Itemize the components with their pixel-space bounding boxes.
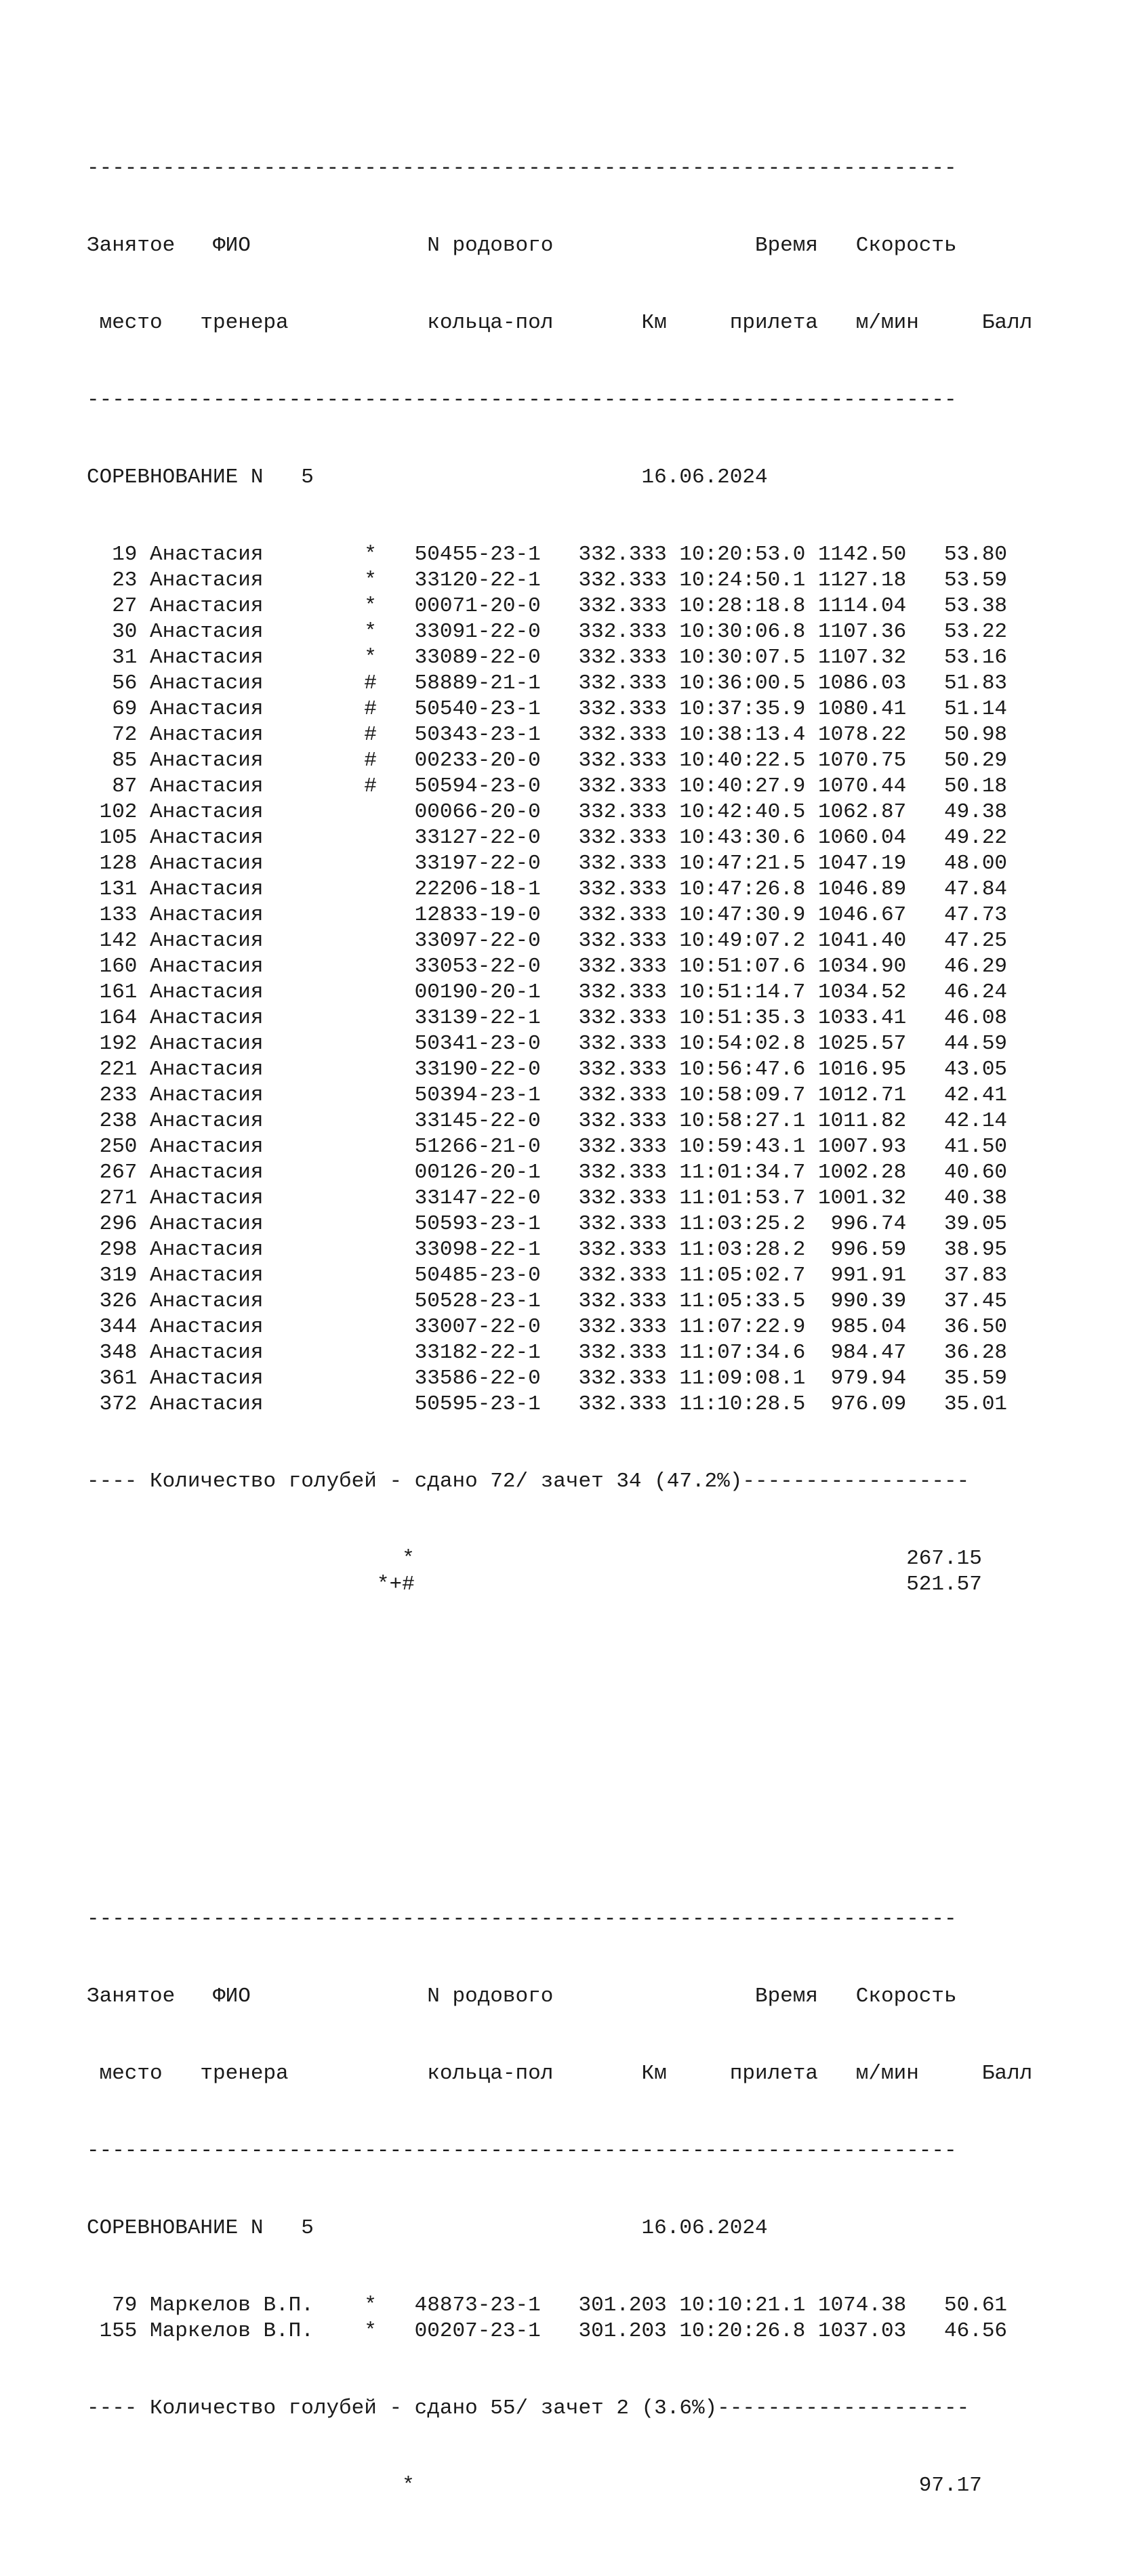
result-row: 131 Анастасия 22206-18-1 332.333 10:47:26.8 1046.89 47.84 [87,877,1008,901]
separator-line: --------------------------------------------------------------------- [87,2139,957,2163]
result-row: 233 Анастасия 50394-23-1 332.333 10:58:09.7 1012.71 42.41 [87,1083,1008,1107]
result-row: 326 Анастасия 50528-23-1 332.333 11:05:33.5 990.39 37.45 [87,1289,1008,1313]
summary-line: ---- Количество голубей - сдано 55/ зачет 2 (3.6%)-------------------- [87,2396,970,2420]
column-header-line-1: Занятое ФИО N родового Время Скорость [87,1985,1033,2008]
results-block-2 [87,1855,1032,2550]
total-row: * 267.15 [87,1547,982,1571]
result-row: 160 Анастасия 33053-22-0 332.333 10:51:07.6 1034.90 46.29 [87,955,1008,978]
result-row: 319 Анастасия 50485-23-0 332.333 11:05:02.7 991.91 37.83 [87,1264,1008,1287]
result-row: 31 Анастасия * 33089-22-0 332.333 10:30:07.5 1107.32 53.16 [87,646,1008,669]
result-row: 23 Анастасия * 33120-22-1 332.333 10:24:50.1 1127.18 53.59 [87,568,1008,592]
totals-rows [87,1546,1032,1598]
result-row: 128 Анастасия 33197-22-0 332.333 10:47:21.5 1047.19 48.00 [87,852,1008,875]
competition-title: СОРЕВНОВАНИЕ N 5 16.06.2024 [87,465,768,489]
result-row: 192 Анастасия 50341-23-0 332.333 10:54:02.8 1025.57 44.59 [87,1032,1008,1056]
result-row: 69 Анастасия # 50540-23-1 332.333 10:37:35.9 1080.41 51.14 [87,697,1008,721]
summary-line: ---- Количество голубей - сдано 72/ зачет 34 (47.2%)------------------ [87,1470,970,1493]
results-rows [87,542,1032,1417]
result-row: 102 Анастасия 00066-20-0 332.333 10:42:40.5 1062.87 49.38 [87,800,1008,824]
separator-line: --------------------------------------------------------------------- [87,388,957,412]
result-row: 267 Анастасия 00126-20-1 332.333 11:01:34.7 1002.28 40.60 [87,1161,1008,1184]
result-row: 30 Анастасия * 33091-22-0 332.333 10:30:06.8 1107.36 53.22 [87,620,1008,644]
results-rows [87,2293,1032,2344]
result-row: 79 Маркелов В.П. * 48873-23-1 301.203 10:10:21.1 1074.38 50.61 [87,2293,1008,2317]
totals-rows [87,2473,1032,2499]
total-row: * 97.17 [87,2474,982,2497]
result-row: 155 Маркелов В.П. * 00207-23-1 301.203 10:20:26.8 1037.03 46.56 [87,2319,1008,2343]
result-row: 164 Анастасия 33139-22-1 332.333 10:51:35.3 1033.41 46.08 [87,1006,1008,1030]
column-header-line-2: место тренера кольца-пол Км прилета м/мин Балл [87,2062,1033,2085]
result-row: 72 Анастасия # 50343-23-1 332.333 10:38:13.4 1078.22 50.98 [87,723,1008,747]
column-header-line-2: место тренера кольца-пол Км прилета м/мин Балл [87,311,1033,335]
results-block-1 [87,104,1032,1649]
result-row: 238 Анастасия 33145-22-0 332.333 10:58:27.1 1011.82 42.14 [87,1109,1008,1133]
result-row: 250 Анастасия 51266-21-0 332.333 10:59:43.1 1007.93 41.50 [87,1135,1008,1159]
result-row: 56 Анастасия # 58889-21-1 332.333 10:36:00.5 1086.03 51.83 [87,671,1008,695]
separator-line: --------------------------------------------------------------------- [87,157,957,180]
separator-line: --------------------------------------------------------------------- [87,1907,957,1931]
result-row: 105 Анастасия 33127-22-0 332.333 10:43:30.6 1060.04 49.22 [87,826,1008,850]
result-row: 19 Анастасия * 50455-23-1 332.333 10:20:53.0 1142.50 53.80 [87,543,1008,566]
result-row: 361 Анастасия 33586-22-0 332.333 11:09:08.1 979.94 35.59 [87,1367,1008,1390]
result-row: 298 Анастасия 33098-22-1 332.333 11:03:28.2 996.59 38.95 [87,1238,1008,1262]
block-spacer [87,1726,1032,1778]
result-row: 161 Анастасия 00190-20-1 332.333 10:51:14.7 1034.52 46.24 [87,980,1008,1004]
result-row: 271 Анастасия 33147-22-0 332.333 11:01:53.7 1001.32 40.38 [87,1186,1008,1210]
competition-title: СОРЕВНОВАНИЕ N 5 16.06.2024 [87,2216,768,2240]
result-row: 142 Анастасия 33097-22-0 332.333 10:49:07.2 1041.40 47.25 [87,929,1008,953]
result-row: 348 Анастасия 33182-22-1 332.333 11:07:34.6 984.47 36.28 [87,1341,1008,1365]
total-row: *+# 521.57 [87,1573,982,1596]
result-row: 87 Анастасия # 50594-23-0 332.333 10:40:27.9 1070.44 50.18 [87,774,1008,798]
column-header-line-1: Занятое ФИО N родового Время Скорость [87,234,1033,257]
result-row: 27 Анастасия * 00071-20-0 332.333 10:28:18.8 1114.04 53.38 [87,594,1008,618]
result-row: 372 Анастасия 50595-23-1 332.333 11:10:28.5 976.09 35.01 [87,1392,1008,1416]
result-row: 296 Анастасия 50593-23-1 332.333 11:03:25.2 996.74 39.05 [87,1212,1008,1236]
result-row: 344 Анастасия 33007-22-0 332.333 11:07:22.9 985.04 36.50 [87,1315,1008,1339]
result-row: 133 Анастасия 12833-19-0 332.333 10:47:30.9 1046.67 47.73 [87,903,1008,927]
result-row: 221 Анастасия 33190-22-0 332.333 10:56:47.6 1016.95 43.05 [87,1058,1008,1081]
competition-report [87,53,1032,2576]
result-row: 85 Анастасия # 00233-20-0 332.333 10:40:22.5 1070.75 50.29 [87,749,1008,772]
